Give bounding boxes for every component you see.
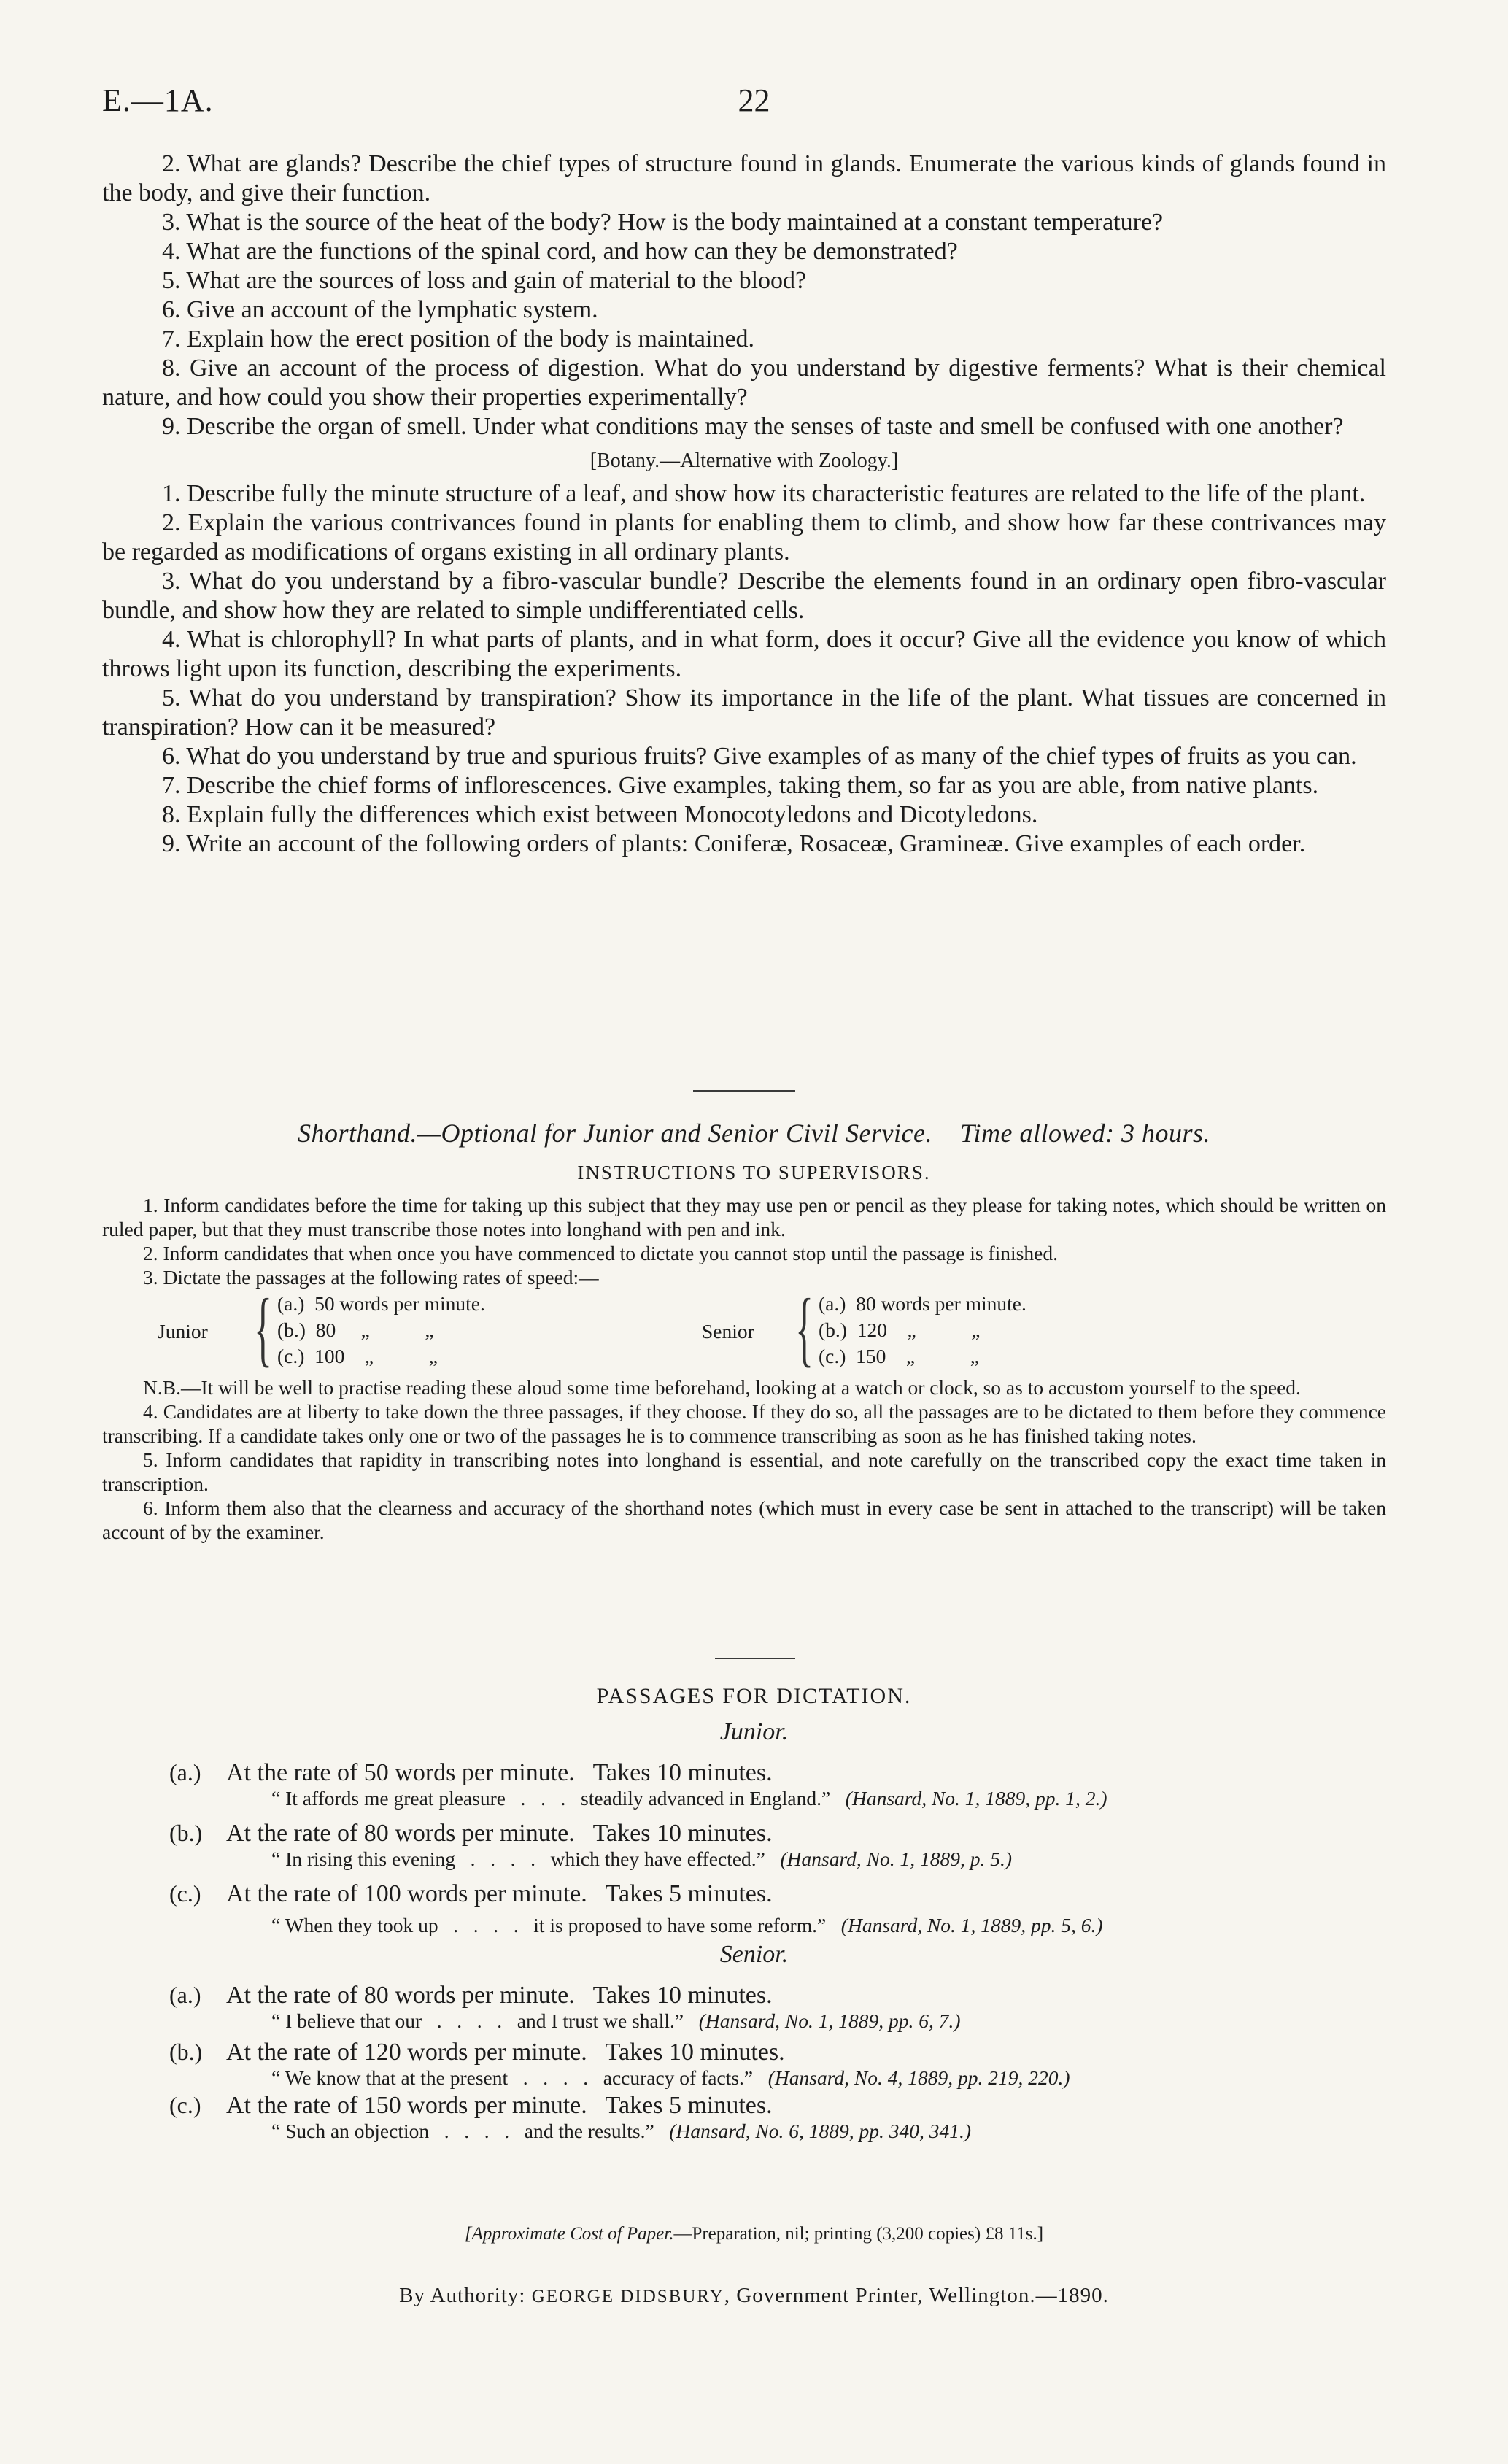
senior-brace: { xyxy=(795,1282,814,1375)
imprint-prefix: By Authority: xyxy=(399,2284,526,2307)
passage-senior-a xyxy=(169,1981,1410,2033)
botany-question: 8. Explain fully the differences which exist between Monocotyledons and Dicotyledons. xyxy=(162,801,1038,828)
rate-line: (b.) 120 „ „ xyxy=(819,1318,981,1341)
passage-junior-b xyxy=(169,1819,1410,1871)
zoology-question: 5. What are the sources of loss and gain of material to the blood? xyxy=(162,267,807,294)
passage-letter: (a.) xyxy=(169,1982,201,2008)
page-header xyxy=(0,82,1508,125)
botany-question: 2. Explain the various contrivances found in plants for enabling them to climb, and show how far these contrivances may be regarded as modifications of organs existing in all ordinary plants. xyxy=(102,509,1386,565)
passage-source: (Hansard, No. 1, 1889, p. 5.) xyxy=(780,1847,1013,1870)
rate-line: (b.) 80 „ „ xyxy=(277,1318,434,1341)
zoology-question: 2. What are glands? Describe the chief types of structure found in glands. Enumerate the various kinds of glands found in the body, and give their function. xyxy=(102,150,1386,206)
passage-source: (Hansard, No. 4, 1889, pp. 219, 220.) xyxy=(767,2066,1070,2089)
instruction-item: 1. Inform candidates before the time for taking up this subject that they may use pen or pencil as they please for taking notes, which should be written on ruled paper, but that they must transcribe those notes into longhand with pen and ink. xyxy=(102,1194,1386,1240)
passage-source: (Hansard, No. 1, 1889, pp. 5, 6.) xyxy=(840,1914,1103,1936)
botany-question: 3. What do you understand by a fibro-vascular bundle? Describe the elements found in an ordinary open fibro-vascular bundle, and show how they are related to simple undifferentiated cells. xyxy=(102,568,1386,624)
passage-letter: (a.) xyxy=(169,1759,201,1785)
passage-rate: At the rate of 150 words per minute. Takes 5 minutes. xyxy=(226,2092,773,2119)
junior-heading: Junior. xyxy=(719,1718,789,1745)
cost-note xyxy=(0,2224,1508,2244)
senior-label: Senior xyxy=(702,1320,754,1343)
rate-line: (a.) 50 words per minute. xyxy=(277,1292,485,1315)
passages-title: PASSAGES FOR DICTATION. xyxy=(596,1684,912,1708)
printer-name: GEORGE DIDSBURY xyxy=(531,2287,724,2306)
botany-question: 4. What is chlorophyll? In what parts of plants, and in what form, does it occur? Give all the evidence you know of which throws light upon its function, describing the experiments. xyxy=(102,626,1386,682)
rate-line: (c.) 150 „ „ xyxy=(819,1345,979,1367)
page-number: 22 xyxy=(738,82,770,118)
passage-rate: At the rate of 120 words per minute. Takes 10 minutes. xyxy=(226,2039,785,2066)
passage-quote: “ I believe that our . . . . and I trust we shall.” xyxy=(271,2009,684,2032)
instruction-item: 3. Dictate the passages at the following rates of speed:— xyxy=(143,1266,599,1289)
passage-quote: “ It affords me great pleasure . . . steadily advanced in England.” xyxy=(271,1787,831,1810)
senior-heading: Senior. xyxy=(719,1941,789,1968)
botany-question: 6. What do you understand by true and spurious fruits? Give examples of as many of the chief types of fruits as you can. xyxy=(162,743,1357,770)
instruction-note: N.B.—It will be well to practise reading these aloud some time beforehand, looking at a watch or clock, so as to accustom yourself to the speed. xyxy=(143,1376,1301,1399)
zoology-question: 9. Describe the organ of smell. Under what conditions may the senses of taste and smell be confused with one another? xyxy=(162,413,1344,440)
passage-letter: (b.) xyxy=(169,2039,203,2065)
passage-source: (Hansard, No. 1, 1889, pp. 6, 7.) xyxy=(698,2009,961,2032)
zoology-question: 6. Give an account of the lymphatic system. xyxy=(162,296,598,323)
imprint-suffix: , Government Printer, Wellington.—1890. xyxy=(724,2284,1109,2307)
section-divider xyxy=(693,1090,795,1092)
junior-label: Junior xyxy=(158,1320,208,1343)
rate-line: (a.) 80 words per minute. xyxy=(819,1292,1026,1315)
passage-quote: “ When they took up . . . . it is proposed to have some reform.” xyxy=(271,1914,827,1936)
passage-letter: (b.) xyxy=(169,1820,203,1846)
passage-source: (Hansard, No. 6, 1889, pp. 340, 341.) xyxy=(669,2120,972,2142)
botany-question: 7. Describe the chief forms of inflorescences. Give examples, taking them, so far as you are able, from native plants. xyxy=(162,772,1319,799)
botany-question: 9. Write an account of the following orders of plants: Coniferæ, Rosaceæ, Gramineæ. Give examples of each order. xyxy=(162,830,1306,857)
passage-source: (Hansard, No. 1, 1889, pp. 1, 2.) xyxy=(845,1787,1107,1810)
imprint xyxy=(0,2284,1508,2308)
section-divider xyxy=(715,1658,795,1659)
passage-senior-b xyxy=(169,2038,1410,2090)
passage-quote: “ Such an objection . . . . and the results.” xyxy=(271,2120,654,2142)
instruction-item: 4. Candidates are at liberty to take down the three passages, if they choose. If they do so, all the passages are to be dictated to them before they commence transcribing. If a candidate takes only one or two of the passages he is to commence transcribing as soon as he has finished taking notes. xyxy=(102,1400,1386,1447)
zoology-question: 3. What is the source of the heat of the body? How is the body maintained at a constant temperature? xyxy=(162,209,1164,236)
cost-note-text: —Preparation, nil; printing (3,200 copies) £8 11s.] xyxy=(673,2224,1044,2244)
passage-letter: (c.) xyxy=(169,2092,201,2118)
passage-rate: At the rate of 80 words per minute. Takes 10 minutes. xyxy=(226,1820,773,1847)
senior-rates xyxy=(819,1291,1026,1370)
instruction-item: 2. Inform candidates that when once you have commenced to dictate you cannot stop until the passage is finished. xyxy=(143,1242,1058,1264)
passage-quote: “ We know that at the present . . . . accuracy of facts.” xyxy=(271,2066,754,2089)
shorthand-title: Shorthand.—Optional for Junior and Senior Civil Service. Time allowed: 3 hours. xyxy=(298,1119,1210,1148)
instruction-item: 6. Inform them also that the clearness and accuracy of the shorthand notes (which must in every case be sent in attached to the transcript) will be taken account of by the examiner. xyxy=(102,1496,1386,1543)
rate-line: (c.) 100 „ „ xyxy=(277,1345,438,1367)
zoology-question: 4. What are the functions of the spinal cord, and how can they be demonstrated? xyxy=(162,238,958,265)
passage-rate: At the rate of 80 words per minute. Takes 10 minutes. xyxy=(226,1982,773,2009)
instruction-item: 5. Inform candidates that rapidity in transcribing notes into longhand is essential, and note carefully on the transcribed copy the exact time taken in transcription. xyxy=(102,1448,1386,1495)
passage-rate: At the rate of 50 words per minute. Takes 10 minutes. xyxy=(226,1759,773,1786)
zoology-question: 8. Give an account of the process of digestion. What do you understand by digestive ferments? What is their chemical nature, and how could you show their properties experimentally? xyxy=(102,355,1386,411)
passage-senior-c xyxy=(169,2091,1410,2143)
document-reference: E.—1A. xyxy=(102,82,214,118)
passage-junior-a xyxy=(169,1758,1410,1810)
passage-junior-c xyxy=(169,1880,1410,1937)
junior-rates xyxy=(277,1291,485,1370)
botany-heading: [Botany.—Alternative with Zoology.] xyxy=(589,449,899,472)
junior-brace: { xyxy=(254,1282,273,1375)
passage-letter: (c.) xyxy=(169,1880,201,1907)
instructions-heading: INSTRUCTIONS TO SUPERVISORS. xyxy=(577,1162,931,1183)
cost-note-lead: [Approximate Cost of Paper. xyxy=(464,2224,674,2244)
botany-question: 1. Describe fully the minute structure of a leaf, and show how its characteristic features are related to the life of the plant. xyxy=(162,480,1366,507)
exam-questions xyxy=(102,150,1386,859)
passage-rate: At the rate of 100 words per minute. Takes 5 minutes. xyxy=(226,1880,773,1907)
supervisor-instructions xyxy=(102,1193,1386,1544)
botany-question: 5. What do you understand by transpiration? Show its importance in the life of the plant. What tissues are concerned in transpiration? How can it be measured? xyxy=(102,684,1386,741)
passage-quote: “ In rising this evening . . . . which they have effected.” xyxy=(271,1847,765,1870)
dictation-rates xyxy=(102,1282,1386,1375)
zoology-question: 7. Explain how the erect position of the body is maintained. xyxy=(162,325,755,352)
